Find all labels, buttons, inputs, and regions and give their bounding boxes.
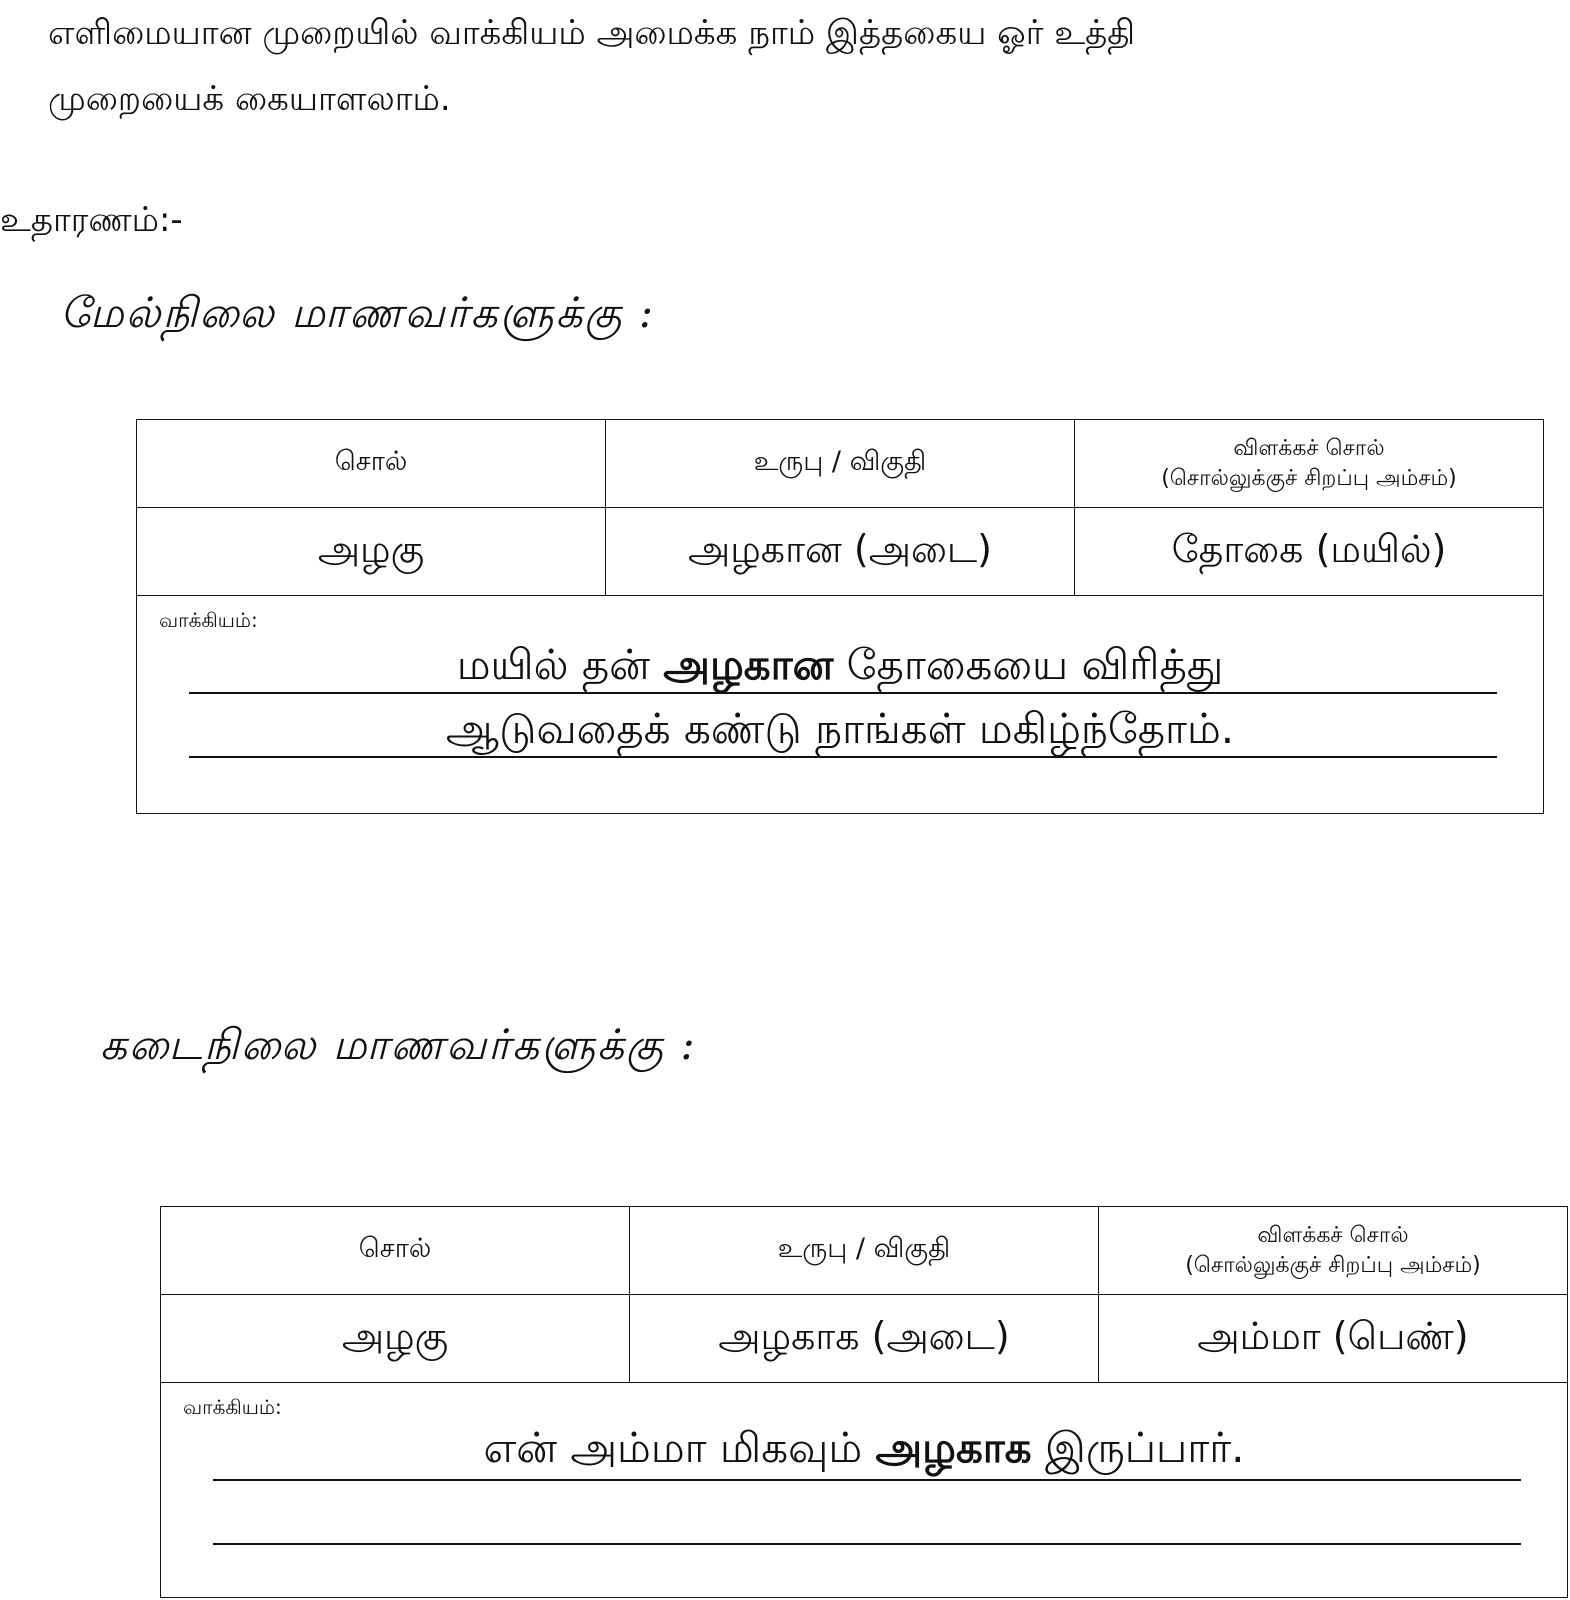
sentence-1-keyword: அழகாக [875,1423,1032,1472]
value-suffix: அழகான (அடை) [606,508,1075,595]
sentence-1-post: இருப்பார். [1031,1423,1245,1472]
header-explanation-subtitle: (சொல்லுக்குச் சிறப்பு அம்சம்) [1161,465,1457,491]
header-suffix: உருபு / விகுதி [630,1207,1099,1294]
lower-word-table [160,1206,1568,1598]
table-header-row [137,420,1543,508]
sentence-1-keyword: அழகான [663,640,834,689]
header-word: சொல் [137,420,606,507]
writing-line [213,1543,1521,1545]
sentence-1-post: தோகையை விரித்து [833,640,1224,689]
sentence-label: வாக்கியம்: [159,608,258,632]
value-word: அழகு [137,508,606,595]
header-word: சொல் [161,1207,630,1294]
table-header-row [161,1207,1567,1295]
header-explanation-title: விளக்கச் சொல் [1233,435,1385,461]
value-explanation: அம்மா (பெண்) [1197,1313,1469,1358]
sentence-label: வாக்கியம்: [183,1395,282,1419]
writing-line [189,692,1497,694]
value-suffix: அழகாக (அடை) [630,1295,1099,1382]
sentence-line-1 [137,640,1543,695]
writing-line [213,1479,1521,1481]
header-explanation [1099,1207,1567,1294]
header-suffix: உருபு / விகுதி [606,420,1075,507]
upper-word-table [136,419,1544,814]
table-value-row [161,1295,1567,1383]
sentence-area [161,1383,1567,1599]
sentence-line-2: ஆடுவதைக் கண்டு நாங்கள் மகிழ்ந்தோம். [445,704,1235,753]
writing-line [189,756,1497,758]
value-explanation: தோகை (மயில்) [1171,526,1447,571]
sentence-area [137,596,1543,812]
header-explanation [1075,420,1543,507]
upper-level-heading: மேல்நிலை மாணவர்களுக்கு : [60,288,656,337]
value-word: அழகு [161,1295,630,1382]
intro-line-1: எளிமையான முறையில் வாக்கியம் அமைக்க நாம் இத்தகைய ஓர் உத்தி [48,13,1136,53]
header-explanation-title: விளக்கச் சொல் [1257,1222,1409,1248]
intro-paragraph [48,0,1558,132]
sentence-1-pre: என் அம்மா மிகவும் [483,1423,876,1472]
sentence-1-pre: மயில் தன் [456,640,664,689]
lower-level-heading: கடைநிலை மாணவர்களுக்கு : [100,1020,697,1069]
intro-line-2: முறையைக் கையாளலாம். [48,79,451,119]
sentence-line-1 [161,1423,1567,1478]
table-value-row [137,508,1543,596]
example-label: உதாரணம்:- [0,200,183,240]
header-explanation-subtitle: (சொல்லுக்குச் சிறப்பு அம்சம்) [1185,1252,1481,1278]
